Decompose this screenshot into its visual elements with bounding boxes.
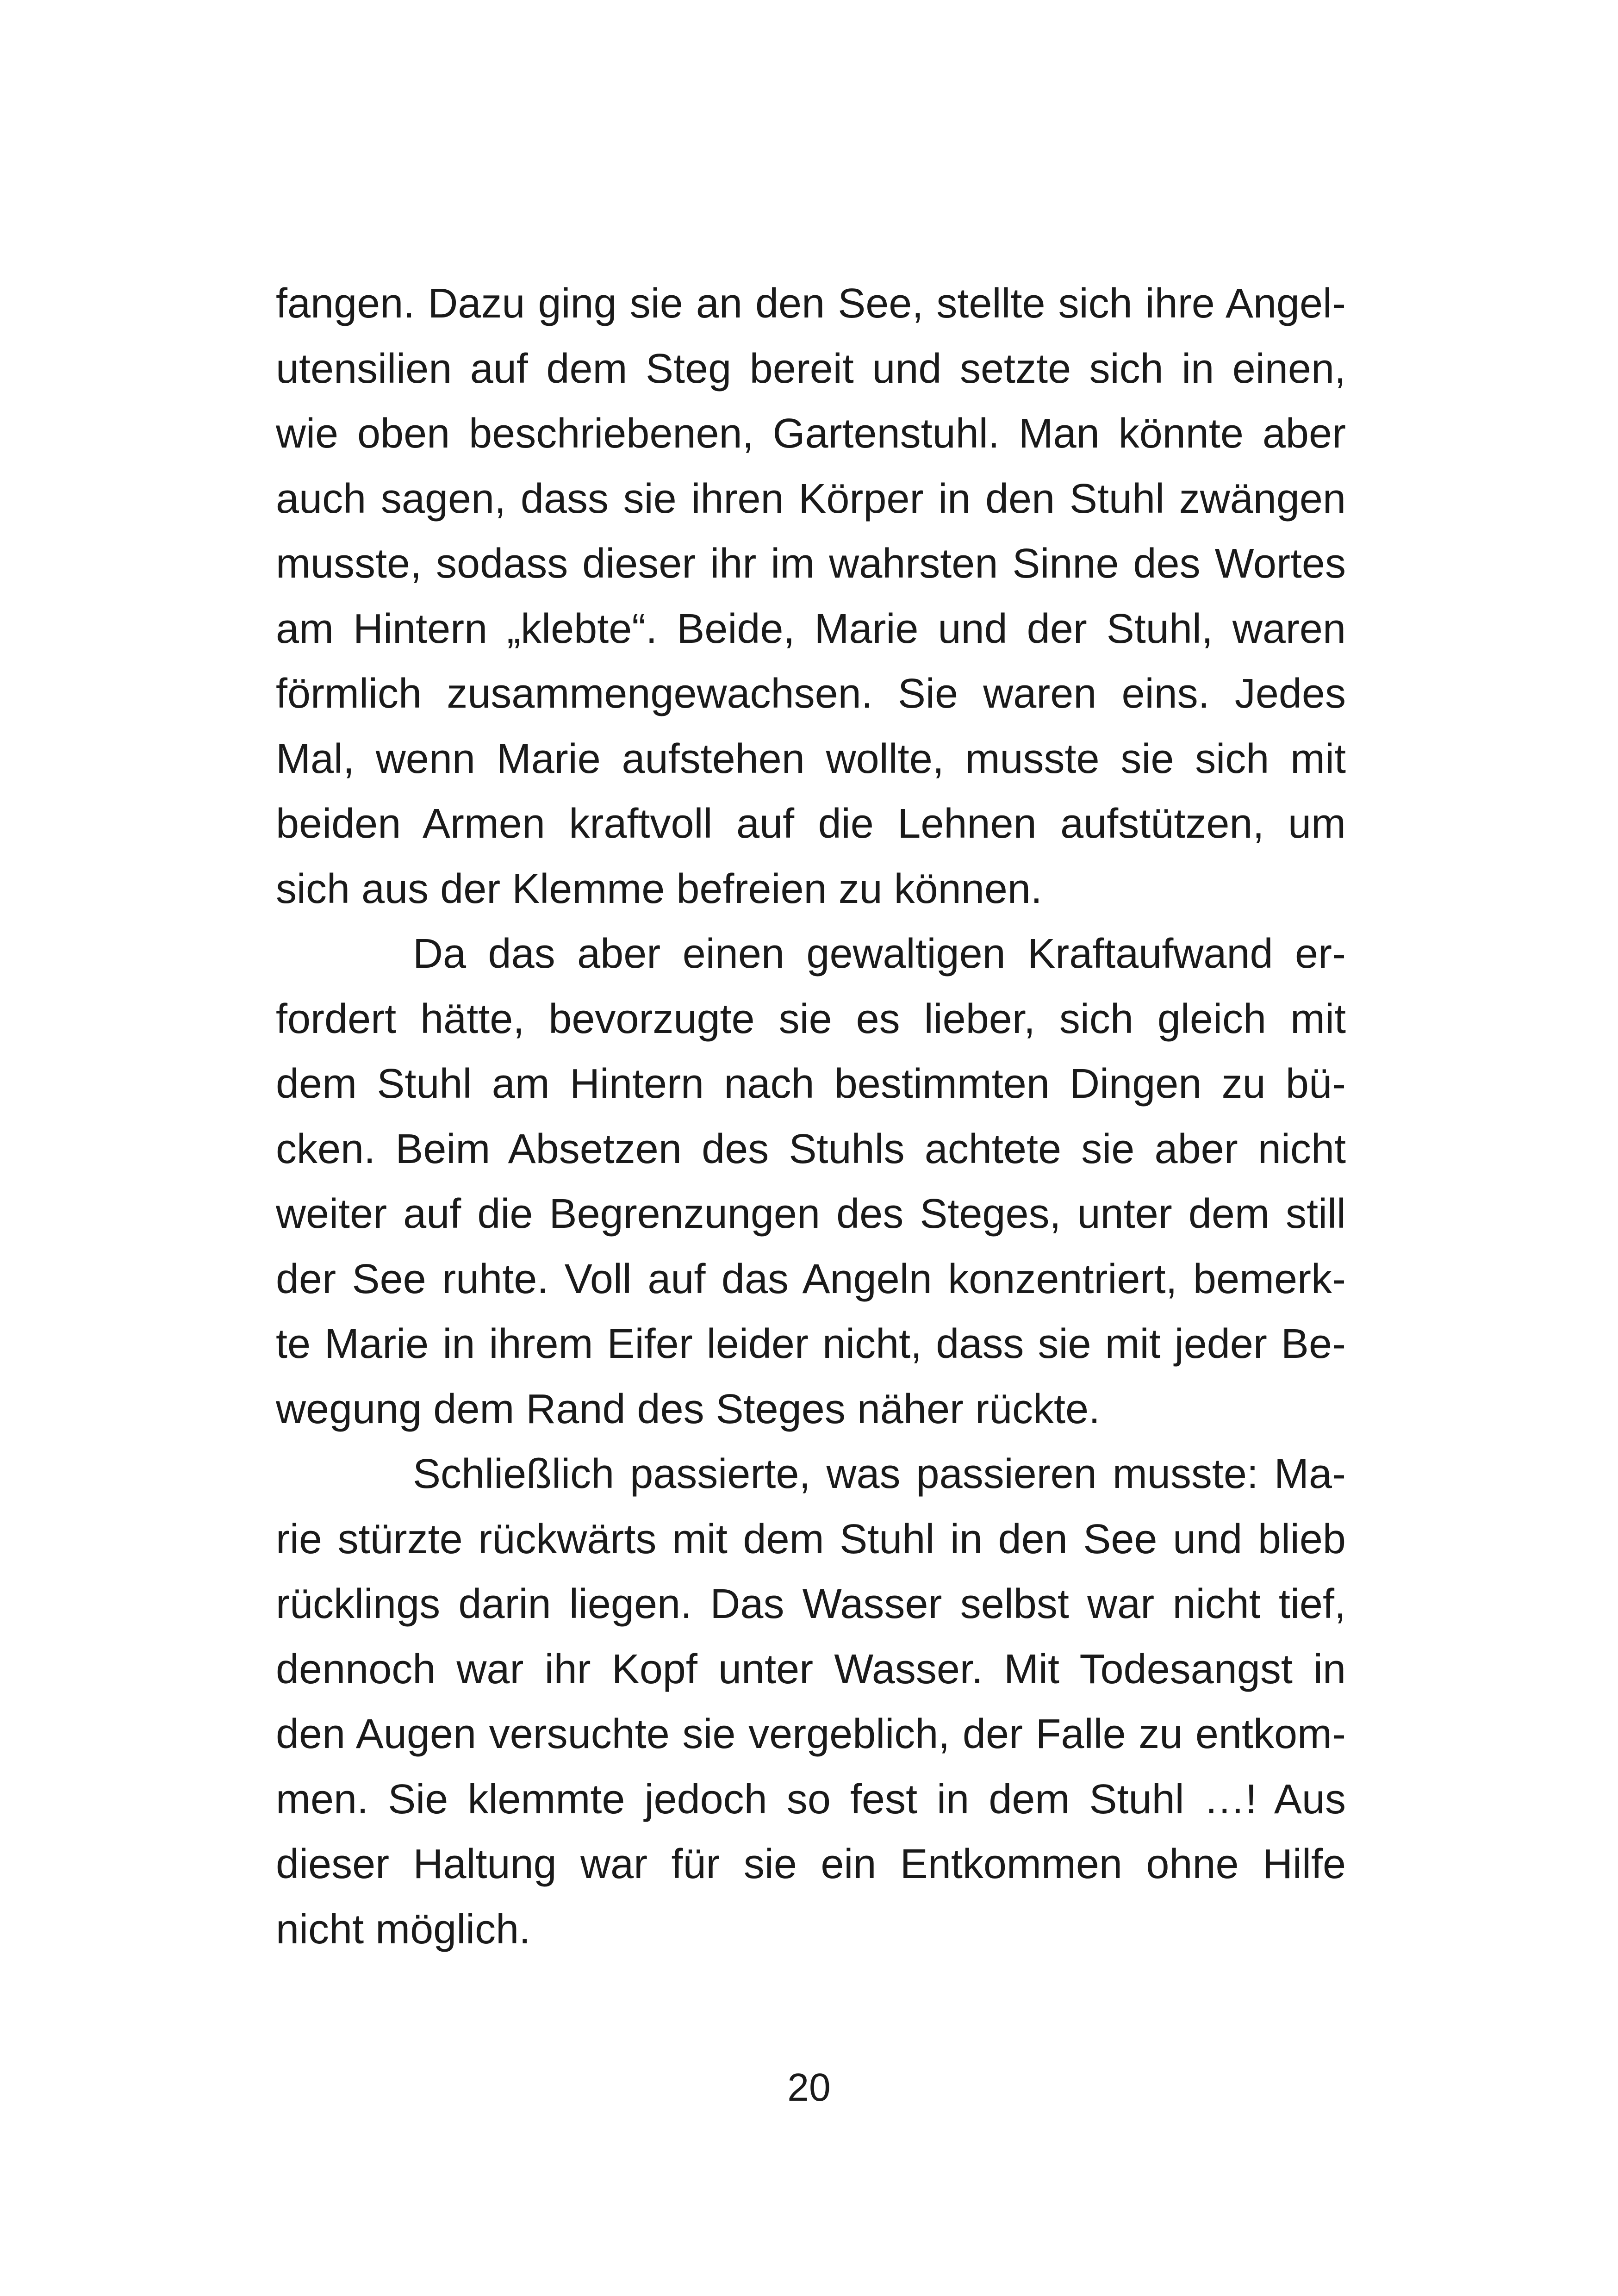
text-line: rie stürzte rückwärts mit dem Stuhl in den See und blieb: [276, 1516, 1346, 1562]
page-number: 20: [787, 2066, 831, 2109]
text-line: nicht möglich.: [276, 1906, 531, 1953]
text-line: fangen. Dazu ging sie an den See, stellte sich ihre Angel-: [276, 280, 1346, 327]
text-line: Mal, wenn Marie aufstehen wollte, musste sie sich mit: [276, 735, 1346, 782]
text-line: sich aus der Klemme befreien zu können.: [276, 865, 1042, 912]
text-line: utensilien auf dem Steg bereit und setzte sich in einen,: [276, 345, 1346, 392]
text-line: fordert hätte, bevorzugte sie es lieber, sich gleich mit: [276, 996, 1346, 1042]
text-line: dem Stuhl am Hintern nach bestimmten Dingen zu bü-: [276, 1061, 1346, 1107]
text-line: musste, sodass dieser ihr im wahrsten Sinne des Wortes: [276, 541, 1346, 587]
paragraph-3: [276, 1442, 1346, 1962]
text-line: wie oben beschriebenen, Gartenstuhl. Man könnte aber: [276, 411, 1346, 457]
text-line: den Augen versuchte sie vergeblich, der Falle zu entkom-: [276, 1711, 1346, 1757]
text-line: auch sagen, dass sie ihren Körper in den Stuhl zwängen: [276, 475, 1346, 522]
text-line: beiden Armen kraftvoll auf die Lehnen aufstützen, um: [276, 801, 1346, 847]
text-line: dieser Haltung war für sie ein Entkommen ohne Hilfe: [276, 1841, 1346, 1887]
text-line: förmlich zusammengewachsen. Sie waren eins. Jedes: [276, 671, 1346, 717]
text-line: der See ruhte. Voll auf das Angeln konzentriert, bemerk-: [276, 1256, 1346, 1302]
text-line: dennoch war ihr Kopf unter Wasser. Mit Todesangst in: [276, 1646, 1346, 1692]
text-line: cken. Beim Absetzen des Stuhls achtete sie aber nicht: [276, 1126, 1346, 1172]
text-line: te Marie in ihrem Eifer leider nicht, dass sie mit jeder Be-: [276, 1321, 1346, 1367]
paragraph-1: [276, 271, 1346, 921]
text-line: men. Sie klemmte jedoch so fest in dem Stuhl …! Aus: [276, 1776, 1346, 1823]
text-line: Schließlich passierte, was passieren musste: Ma-: [413, 1451, 1346, 1497]
paragraph-2: [276, 921, 1346, 1442]
text-line: weiter auf die Begrenzungen des Steges, unter dem still: [276, 1191, 1346, 1237]
text-line: Da das aber einen gewaltigen Kraftaufwand er-: [413, 931, 1346, 977]
body-text: [276, 271, 1346, 1962]
text-line: rücklings darin liegen. Das Wasser selbst war nicht tief,: [276, 1581, 1346, 1627]
text-line: wegung dem Rand des Steges näher rückte.: [276, 1386, 1101, 1432]
text-line: am Hintern „klebte“. Beide, Marie und der Stuhl, waren: [276, 605, 1346, 652]
